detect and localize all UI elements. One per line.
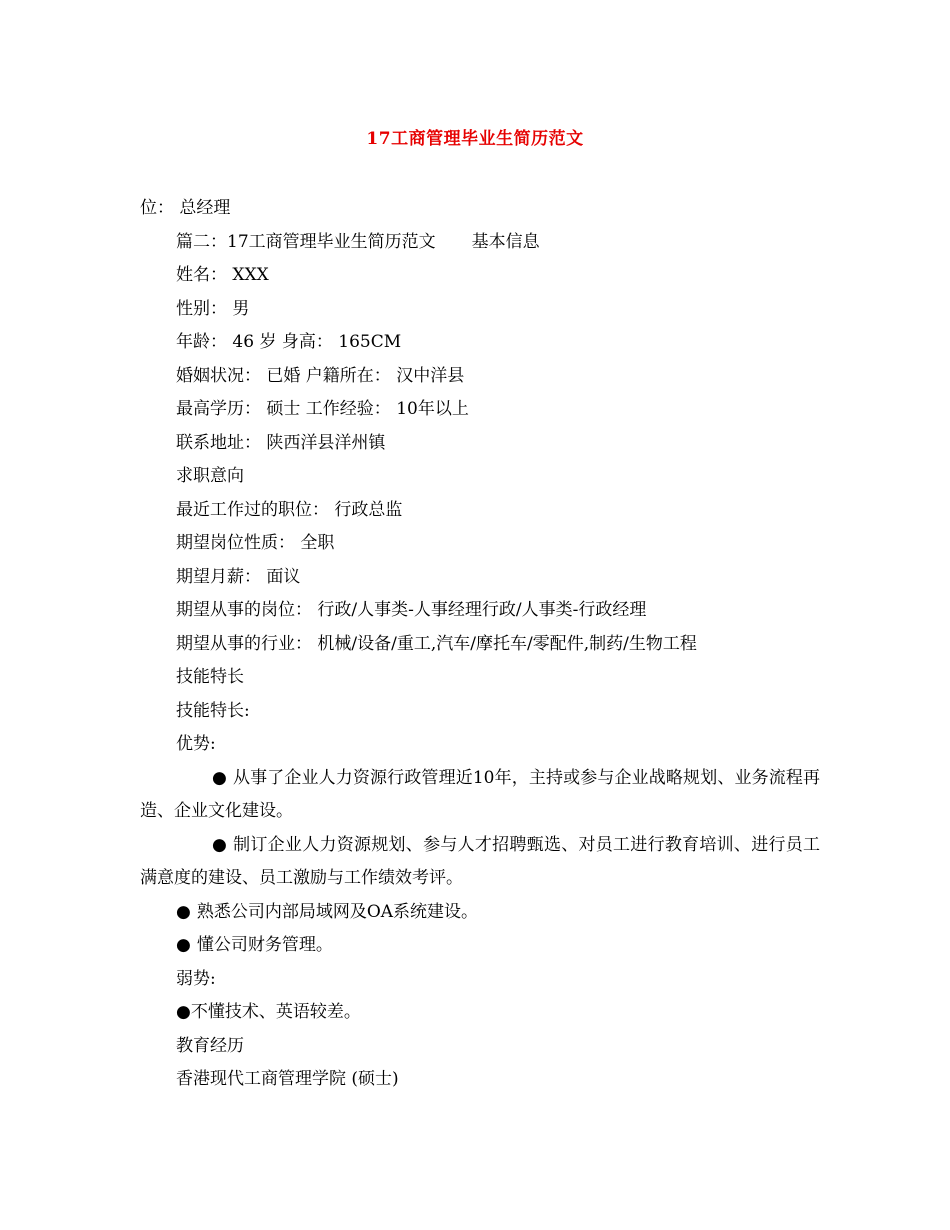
weaknesses-label: 弱势: (176, 968, 216, 989)
bullet-icon: ● (212, 834, 227, 855)
education-line: 最高学历： 硕士 工作经验： 10年以上 (176, 399, 469, 419)
strength-item-4 (140, 929, 820, 963)
strength-text-3: 熟悉公司内部局域网及OA系统建设。 (196, 901, 479, 922)
strength-text-1: 从事了企业人力资源行政管理近10年，主持或参与企业战略规划、业务流程再造、企业文化建设。 (140, 767, 820, 821)
section-heading-line (140, 226, 820, 260)
name-line: 姓名： XXX (176, 265, 269, 285)
strength-text-4: 懂公司财务管理。 (196, 935, 333, 955)
section-heading-right: 基本信息 (471, 231, 540, 252)
bullet-icon: ● (176, 1002, 191, 1022)
school-line: 香港现代工商管理学院 (硕士) (176, 1069, 399, 1089)
section-heading-left: 篇二：17工商管理毕业生简历范文 (176, 231, 436, 252)
desired-industry-line: 期望从事的行业： 机械/设备/重工,汽车/摩托车/零配件,制药/生物工程 (176, 633, 697, 654)
position-line: 位： 总经理 (140, 198, 231, 218)
weakness-text-1: 不懂技术、英语较差。 (190, 1002, 361, 1022)
strength-item-1 (140, 762, 820, 829)
document-body (140, 192, 820, 1097)
strengths-label: 优势: (176, 734, 216, 754)
gender-line: 性别： 男 (176, 298, 250, 319)
desired-position-line: 期望从事的岗位： 行政/人事类-人事经理行政/人事类-行政经理 (176, 600, 647, 620)
weakness-item-1 (140, 996, 820, 1030)
age-height-line: 年龄： 46 岁 身高： 165CM (176, 332, 402, 352)
job-intent-heading: 求职意向 (176, 466, 244, 486)
bullet-icon: ● (176, 935, 191, 955)
marital-line: 婚姻状况： 已婚 户籍所在： 汉中洋县 (176, 365, 465, 386)
skills-label: 技能特长: (176, 700, 250, 721)
strength-item-2 (140, 829, 820, 896)
address-line: 联系地址： 陕西洋县洋州镇 (176, 432, 386, 453)
job-type-line: 期望岗位性质： 全职 (176, 533, 335, 553)
bullet-icon: ● (212, 767, 227, 788)
skills-heading: 技能特长 (176, 667, 244, 687)
salary-line: 期望月薪： 面议 (176, 566, 301, 587)
bullet-icon: ● (176, 901, 191, 922)
document-title: 17工商管理毕业生简历范文 (366, 129, 584, 149)
strength-item-3 (140, 896, 820, 930)
recent-position-line: 最近工作过的职位： 行政总监 (176, 499, 403, 520)
strength-text-2: 制订企业人力资源规划、参与人才招聘甄选、对员工进行教育培训、进行员工满意度的建设、员工激励与工作绩效考评。 (140, 834, 820, 888)
education-heading: 教育经历 (176, 1035, 244, 1056)
